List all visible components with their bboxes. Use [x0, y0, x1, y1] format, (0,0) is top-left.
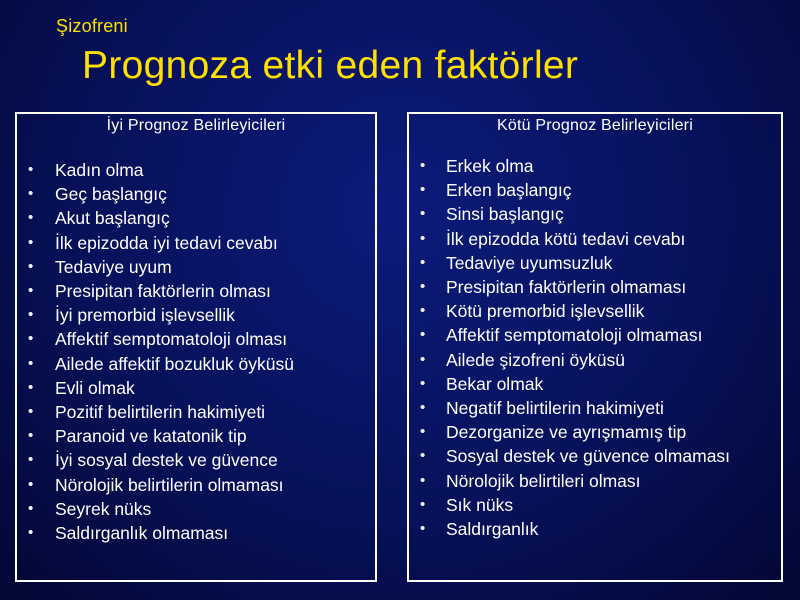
good-prognosis-header: İyi Prognoz Belirleyicileri — [106, 117, 286, 134]
list-item — [17, 376, 375, 400]
list-item — [409, 275, 781, 299]
good-prognosis-panel — [15, 112, 377, 582]
list-item — [17, 352, 375, 376]
list-item — [409, 372, 781, 396]
bullet-icon: • — [420, 399, 426, 417]
list-item-text: Ailede şizofreni öyküsü — [446, 349, 625, 370]
list-item — [17, 206, 375, 230]
bullet-icon: • — [28, 306, 34, 324]
list-item — [409, 420, 781, 444]
list-item — [409, 323, 781, 347]
list-item — [409, 202, 781, 226]
bad-prognosis-panel — [407, 112, 783, 582]
list-item — [409, 469, 781, 493]
list-item — [17, 400, 375, 424]
bullet-icon: • — [28, 524, 34, 542]
list-item-text: Nörolojik belirtilerin olmaması — [55, 474, 284, 495]
bullet-icon: • — [28, 233, 34, 251]
bullet-icon: • — [28, 403, 34, 421]
list-item-text: Erken başlangıç — [446, 180, 572, 201]
bullet-icon: • — [28, 282, 34, 300]
bullet-icon: • — [420, 157, 426, 174]
list-item-text: İlk epizodda kötü tedavi cevabı — [446, 228, 686, 249]
list-item — [409, 251, 781, 275]
bad-prognosis-list — [409, 154, 781, 541]
good-prognosis-list — [17, 158, 375, 545]
list-item-text: Sinsi başlangıç — [446, 204, 564, 225]
bullet-icon: • — [420, 350, 426, 368]
bullet-icon: • — [420, 520, 426, 538]
list-item-text: Tedaviye uyum — [55, 256, 172, 277]
bullet-icon: • — [28, 185, 34, 203]
bullet-icon: • — [28, 378, 34, 396]
list-item-text: Sosyal destek ve güvence olmaması — [446, 446, 731, 467]
list-item — [409, 493, 781, 517]
list-item-text: İlk epizodda iyi tedavi cevabı — [55, 232, 278, 253]
bullet-icon: • — [28, 330, 34, 348]
list-item — [17, 303, 375, 327]
list-item-text: Saldırganlık — [446, 519, 539, 540]
list-item — [17, 473, 375, 497]
list-item-text: Pozitif belirtilerin hakimiyeti — [55, 402, 266, 423]
bullet-icon: • — [420, 278, 426, 296]
list-item-text: Geç başlangıç — [55, 184, 167, 205]
list-item — [409, 299, 781, 323]
list-item-text: İyi premorbid işlevsellik — [55, 305, 235, 326]
list-item-text: Seyrek nüks — [55, 498, 152, 519]
list-item-text: Bekar olmak — [446, 373, 544, 394]
bullet-icon: • — [420, 253, 426, 271]
list-item — [17, 448, 375, 472]
list-item — [17, 231, 375, 255]
list-item-text: Tedaviye uyumsuzluk — [446, 252, 613, 273]
list-item — [409, 444, 781, 468]
list-item — [17, 521, 375, 545]
list-item — [17, 424, 375, 448]
bullet-icon: • — [420, 181, 426, 199]
list-item-text: Sık nüks — [446, 494, 514, 515]
bullet-icon: • — [28, 354, 34, 372]
list-item-text: Evli olmak — [55, 377, 135, 398]
list-item-text: Kötü premorbid işlevsellik — [446, 301, 645, 322]
bullet-icon: • — [420, 447, 426, 465]
bullet-icon: • — [28, 427, 34, 445]
bullet-icon: • — [420, 302, 426, 320]
bullet-icon: • — [28, 499, 34, 517]
list-item — [17, 497, 375, 521]
bullet-icon: • — [420, 374, 426, 392]
list-item-text: İyi sosyal destek ve güvence — [55, 450, 278, 471]
bullet-icon: • — [28, 451, 34, 469]
list-item-text: Akut başlangıç — [55, 208, 170, 229]
bullet-icon: • — [420, 423, 426, 441]
list-item-text: Saldırganlık olmaması — [55, 523, 229, 544]
bullet-icon: • — [28, 257, 34, 275]
list-item-text: Affektif semptomatoloji olmaması — [446, 325, 703, 346]
list-item-text: Presipitan faktörlerin olması — [55, 281, 271, 302]
list-item — [409, 154, 781, 178]
slide-subtitle: Şizofreni — [56, 16, 128, 36]
list-item — [17, 327, 375, 351]
bullet-icon: • — [420, 229, 426, 247]
bullet-icon: • — [420, 326, 426, 344]
list-item-text: Dezorganize ve ayrışmamış tip — [446, 422, 687, 443]
bullet-icon: • — [28, 161, 34, 178]
list-item — [409, 227, 781, 251]
list-item-text: Kadın olma — [55, 160, 144, 180]
list-item — [17, 255, 375, 279]
bullet-icon: • — [420, 205, 426, 223]
list-item-text: Negatif belirtilerin hakimiyeti — [446, 398, 664, 419]
bullet-icon: • — [28, 475, 34, 493]
list-item — [409, 178, 781, 202]
list-item — [409, 517, 781, 541]
list-item-text: Erkek olma — [446, 156, 534, 176]
list-item — [409, 348, 781, 372]
list-item — [409, 396, 781, 420]
bad-prognosis-header: Kötü Prognoz Belirleyicileri — [497, 117, 693, 134]
list-item-text: Nörolojik belirtileri olması — [446, 470, 641, 491]
list-item-text: Affektif semptomatoloji olması — [55, 329, 288, 350]
slide-title: Prognoza etki eden faktörler — [82, 44, 579, 87]
list-item — [17, 279, 375, 303]
bullet-icon: • — [28, 209, 34, 227]
list-item-text: Ailede affektif bozukluk öyküsü — [55, 353, 294, 374]
bullet-icon: • — [420, 495, 426, 513]
bullet-icon: • — [420, 471, 426, 489]
list-item-text: Presipitan faktörlerin olmaması — [446, 277, 687, 298]
list-item-text: Paranoid ve katatonik tip — [55, 426, 247, 447]
list-item — [17, 182, 375, 206]
list-item — [17, 158, 375, 182]
